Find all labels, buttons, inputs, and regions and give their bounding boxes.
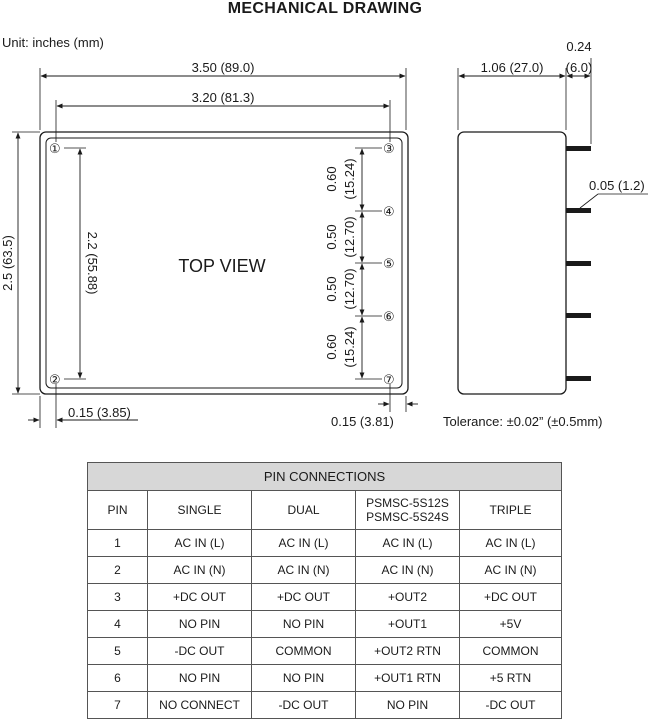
table-row: [88, 557, 562, 584]
pin-span-height-label: 2.2 (55.88): [85, 231, 100, 295]
table-cell: COMMON: [252, 638, 356, 665]
table-cell: +DC OUT: [252, 584, 356, 611]
column-header: DUAL: [252, 491, 356, 530]
side-pin-5: [566, 261, 591, 266]
table-cell: NO PIN: [148, 611, 252, 638]
pin-table-title: PIN CONNECTIONS: [88, 463, 562, 491]
pin-span-width-label: 3.20 (81.3): [191, 90, 255, 105]
pitch-3-4-in: 0.60: [324, 166, 339, 192]
table-row: [88, 584, 562, 611]
table-cell: 1: [88, 530, 148, 557]
table-cell: AC IN (N): [252, 557, 356, 584]
pitch-3-4-mm: (15.24): [342, 158, 357, 200]
pitch-4-5-mm: (12.70): [342, 216, 357, 258]
pin-connections-table: [87, 462, 562, 719]
table-row: [88, 638, 562, 665]
pin-diameter-label: 0.05 (1.2): [589, 178, 645, 193]
pin-label-1: ①: [49, 141, 61, 156]
table-cell: AC IN (L): [356, 530, 460, 557]
table-row: [88, 530, 562, 557]
body-depth-label: 1.06 (27.0): [480, 60, 544, 75]
table-cell: NO CONNECT: [148, 692, 252, 719]
table-cell: +DC OUT: [460, 584, 562, 611]
table-cell: 7: [88, 692, 148, 719]
table-cell: +OUT1: [356, 611, 460, 638]
pitch-5-6-in: 0.50: [324, 276, 339, 302]
table-cell: AC IN (L): [460, 530, 562, 557]
table-cell: AC IN (L): [148, 530, 252, 557]
table-row: [88, 611, 562, 638]
table-row: [88, 665, 562, 692]
left-offset-label: 0.15 (3.85): [68, 405, 131, 420]
pin-label-4: ④: [383, 204, 395, 219]
right-offset-label: 0.15 (3.81): [331, 414, 394, 429]
table-cell: AC IN (N): [148, 557, 252, 584]
side-pin-7: [566, 376, 591, 381]
table-cell: 2: [88, 557, 148, 584]
table-cell: AC IN (L): [252, 530, 356, 557]
pitch-6-7-mm: (15.24): [342, 326, 357, 368]
table-cell: +5 RTN: [460, 665, 562, 692]
pin-table-header-row: [88, 491, 562, 530]
table-cell: NO PIN: [252, 665, 356, 692]
pin-label-2: ②: [49, 372, 61, 387]
overall-width-label: 3.50 (89.0): [191, 60, 255, 75]
pin-label-3: ③: [383, 141, 395, 156]
pin-label-5: ⑤: [383, 256, 395, 271]
column-header: SINGLE: [148, 491, 252, 530]
table-cell: 4: [88, 611, 148, 638]
pitch-4-5-in: 0.50: [324, 224, 339, 250]
table-cell: +OUT1 RTN: [356, 665, 460, 692]
side-view: [458, 132, 591, 394]
table-cell: COMMON: [460, 638, 562, 665]
table-cell: 6: [88, 665, 148, 692]
table-cell: NO PIN: [148, 665, 252, 692]
top-view-label: TOP VIEW: [178, 256, 266, 276]
pin-length-mm-label: (6.0): [565, 60, 593, 75]
table-cell: +OUT2 RTN: [356, 638, 460, 665]
table-cell: AC IN (N): [356, 557, 460, 584]
column-header: PIN: [88, 491, 148, 530]
table-cell: 3: [88, 584, 148, 611]
overall-height-label: 2.5 (63.5): [0, 235, 15, 291]
table-cell: 5: [88, 638, 148, 665]
column-header-psmsc: [356, 491, 460, 530]
table-cell: -DC OUT: [252, 692, 356, 719]
pin-label-7: ⑦: [383, 372, 395, 387]
pitch-6-7-in: 0.60: [324, 334, 339, 360]
column-header: TRIPLE: [460, 491, 562, 530]
side-pin-4: [566, 208, 591, 213]
table-cell: -DC OUT: [460, 692, 562, 719]
side-pin-6: [566, 313, 591, 318]
table-cell: NO PIN: [252, 611, 356, 638]
pin-length-in-label: 0.24: [566, 39, 592, 54]
table-row: [88, 692, 562, 719]
pin-label-6: ⑥: [383, 309, 395, 324]
column-header-psmsc-line2: PSMSC-5S24S: [366, 510, 449, 524]
table-cell: +DC OUT: [148, 584, 252, 611]
tolerance-label: Tolerance: ±0.02” (±0.5mm): [443, 414, 603, 429]
pitch-5-6-mm: (12.70): [342, 268, 357, 310]
table-cell: -DC OUT: [148, 638, 252, 665]
table-cell: AC IN (N): [460, 557, 562, 584]
table-cell: +5V: [460, 611, 562, 638]
column-header-psmsc-line1: PSMSC-5S12S: [366, 496, 449, 510]
page-title: MECHANICAL DRAWING: [227, 0, 423, 17]
side-pin-3: [566, 146, 591, 151]
side-view-body: [458, 132, 566, 394]
table-cell: +OUT2: [356, 584, 460, 611]
unit-label: Unit: inches (mm): [2, 35, 104, 50]
table-cell: NO PIN: [356, 692, 460, 719]
